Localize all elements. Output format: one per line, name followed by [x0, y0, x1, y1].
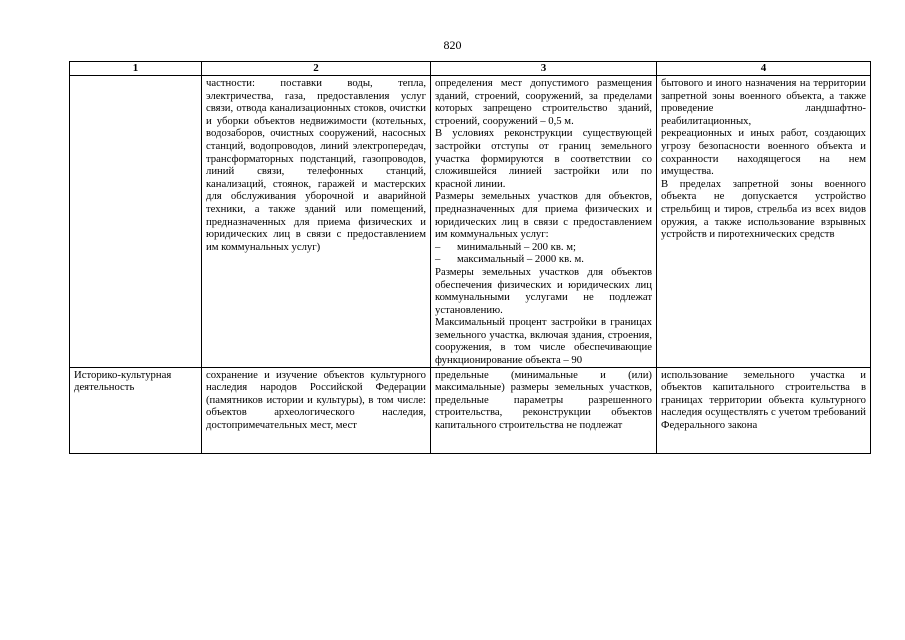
page-number: 820	[443, 38, 462, 52]
column-header-2: 2	[202, 62, 431, 76]
row2-col3-cell	[431, 367, 657, 453]
row2-col4-cell	[657, 367, 871, 453]
dash-marker: –	[435, 253, 441, 266]
column-header-4: 4	[657, 62, 871, 76]
list-item	[435, 253, 652, 266]
row1-col2-cell	[202, 76, 431, 368]
list-item	[435, 241, 652, 254]
row1-col4-paragraph-3: В пределах запретной зоны военного объекта не допускается устройство стрельбищ и тиров, стрельба из всех видов оружия, а также использование взрывных устройств и пиротехнических средств	[661, 177, 866, 241]
row1-col4-cell	[657, 76, 871, 368]
row1-col1-cell	[70, 76, 202, 368]
row2-col2-text: сохранение и изучение объектов культурного наследия народов Российской Федерации (памятников истории и культуры), в том числе: объектов археологического наследия, достопримечательных мест, мест	[206, 368, 426, 432]
row1-col2-text: частности: поставки воды, тепла, электричества, газа, предоставления услуг связи, отвода канализационных стоков, очистки и уборки объектов недвижимости (котельных, водозаборов, очистных сооружений, насосных станций, водопроводов, линий электропередач, трансформаторных подстанций, газопроводов, линий связи, телефонных станций, канализаций, стоянок, гаражей и мастерских для обслуживания уборочной и аварийной техники, а также зданий или помещений, предназначенных для приема физических и юридических лиц в связи с предоставлением им коммунальных услуг)	[206, 77, 426, 253]
row2-col2-cell	[202, 367, 431, 453]
table-header-row	[70, 62, 871, 76]
row1-col3-paragraph-3: Размеры земельных участков для объектов, предназначенных для приема физических и юридических лиц в связи с предоставлением им коммунальных услуг:	[435, 190, 652, 241]
row2-col1-cell	[70, 367, 202, 453]
row1-col3-paragraph-2: В условиях реконструкции существующей застройки отступы от границ земельного участка формируются в соответствии со сложившейся линией застройки или по красной линии.	[435, 127, 652, 190]
column-header-3: 3	[431, 62, 657, 76]
list-item-min: минимальный – 200 кв. м;	[457, 240, 576, 253]
row1-col4-paragraph-2: рекреационных и иных работ, создающих угрозу безопасности военного объекта и сохранности находящегося на нем имущества.	[661, 127, 866, 178]
row2-col4-text: использование земельного участка и объектов капитального строительства в границах территории объекта культурного наследия осуществлять с учетом требований Федерального закона	[661, 368, 866, 432]
row1-col3-paragraph-1: определения мест допустимого размещения зданий, строений, сооружений, за пределами которых запрещено строительство зданий, строений, сооружений – 0,5 м.	[435, 77, 652, 127]
row1-col3-cell	[431, 76, 657, 368]
row2-activity-name: Историко-культурная деятельность	[74, 368, 172, 394]
row1-col4-paragraph-1: бытового и иного назначения на территории запретной зоны военного объекта, а также проведение ландшафтно-реабилитационных,	[661, 77, 866, 127]
column-header-1: 1	[70, 62, 202, 76]
dash-marker: –	[435, 240, 441, 253]
table-row	[70, 76, 871, 368]
table-row	[70, 367, 871, 453]
row2-col3-text: предельные (минимальные и (или) максимальные) размеры земельных участков, предельные параметры разрешенного строительства, реконструкции объектов капитального строительства не подлежат	[435, 368, 652, 432]
row1-col3-paragraph-5: Максимальный процент застройки в границах земельного участка, включая здания, строения, сооружения, в том числе обеспечивающие функционирование объекта – 90	[435, 316, 652, 367]
row1-col3-paragraph-4: Размеры земельных участков для объектов обеспечения физических и юридических лиц коммунальными услугами не подлежат установлению.	[435, 265, 652, 316]
document-table	[69, 61, 871, 454]
list-item-max: максимальный – 2000 кв. м.	[457, 253, 584, 266]
